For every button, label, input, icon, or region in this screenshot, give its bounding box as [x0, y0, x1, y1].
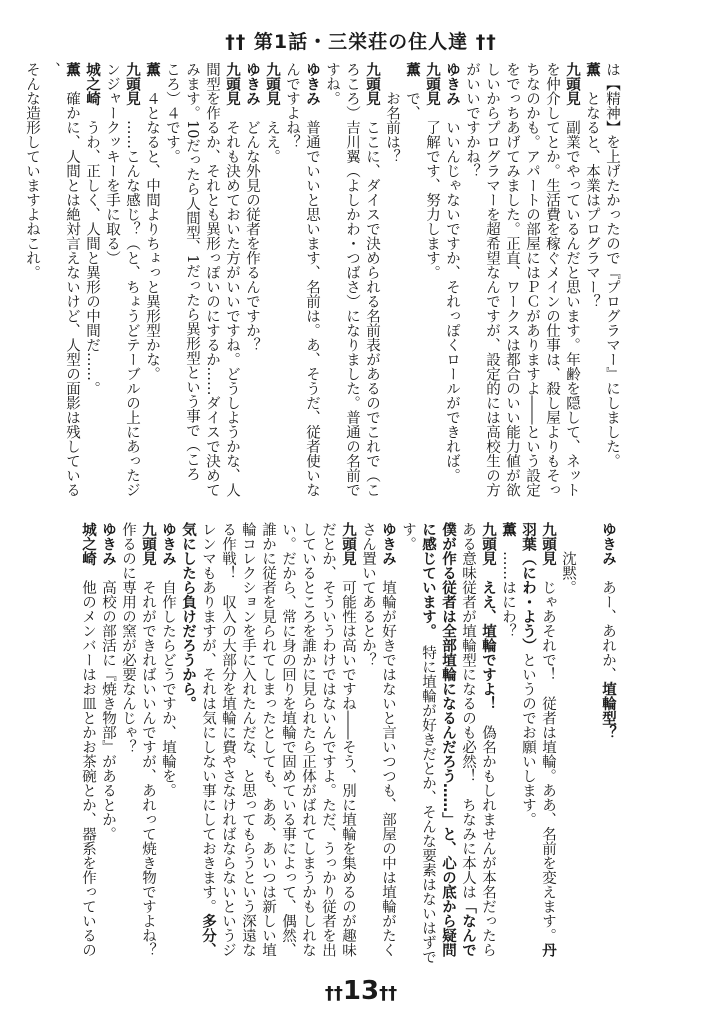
dialogue-text: 偽名かもしれませんが本名だったら [480, 710, 496, 957]
dialogue-text: い。だから、常に身の回りを埴輪で固めている事によって、偶然、 [280, 522, 296, 957]
dialogue-text: うわ、正しく、人間と異形の中間だ……。 [84, 105, 100, 396]
text-column [42, 62, 82, 507]
text-column [238, 522, 258, 967]
dialogue-text: で、 [404, 76, 420, 120]
text-column [582, 62, 602, 507]
text-column [362, 62, 382, 507]
text-column [142, 62, 162, 507]
speaker-name: ゆきみ [160, 522, 176, 566]
dialogue-text [580, 522, 596, 537]
dialogue-text: みます。10だったら人間型、1だったら異形型という事で（ころ [184, 62, 200, 482]
text-column [498, 522, 518, 967]
speaker-name: 九頭見 [340, 522, 356, 566]
dialogue-text: 沈黙。 [560, 522, 576, 595]
text-column [258, 522, 278, 967]
text-column [158, 522, 178, 967]
dialogue-text: ……はにわ？ [500, 536, 516, 638]
text-column [478, 522, 498, 967]
dialogue-text: ちなのかも。アパートの部屋にはＰＣがありますよ――という設定 [524, 62, 540, 497]
text-column [282, 62, 302, 507]
text-column [22, 62, 42, 507]
text-column [138, 522, 158, 967]
text-column [438, 522, 458, 967]
speaker-name: 九頭見 [564, 62, 580, 106]
text-column [178, 522, 198, 967]
text-column [322, 62, 342, 507]
text-column [218, 522, 238, 967]
text-column [122, 62, 142, 507]
text-column [502, 62, 522, 507]
dialogue-text: しいからプログラマーを超希望なんですが、設定的には高校生の方 [484, 62, 500, 497]
dialogue-text: しているところを誰かに見られたら正体がばれてしまうかもしれな [300, 522, 316, 957]
dialogue-text: ろころ）吉川翼（よしかわ・つばさ）になりました。普通の名前で [344, 62, 360, 497]
speaker-name: 城之崎 [80, 522, 96, 566]
dialogue-text: んですよね？ [284, 62, 300, 149]
speaker-name: 九頭見 [540, 522, 556, 566]
emphasized-text: 埴輪型？ [600, 681, 616, 740]
speaker-name: 薫 [64, 62, 80, 77]
dialogue-text: となると、本業はプログラマー？ [584, 76, 600, 309]
dialogue-text [480, 566, 496, 581]
dialogue-text: すね。 [324, 62, 340, 106]
dialogue-text: ンジャークッキーを手に取る） [104, 62, 120, 265]
speaker-name: 九頭見 [140, 522, 156, 566]
dialogue-text: お名前は？ [384, 62, 400, 164]
dialogue-text: というのでお願いします。 [520, 652, 536, 827]
text-column [602, 62, 622, 507]
speaker-name: 薫 [584, 62, 600, 77]
speaker-name: 九頭見 [224, 62, 240, 106]
text-column [598, 522, 618, 967]
speaker-name: ゆきみ [244, 62, 260, 106]
dialogue-text: そんな造形していますよねこれ。 [24, 62, 40, 280]
dialogue-text: ええ。 [264, 105, 280, 164]
text-column [318, 522, 338, 967]
dialogue-text: ４となると、中間よりちょっと異形型かな。 [144, 76, 160, 381]
speaker-name: 薫 [500, 522, 516, 537]
emphasized-text: 丹 [540, 942, 556, 957]
text-column [518, 522, 538, 967]
emphasized-text: 気にしたら負けだろうから。 [180, 522, 196, 711]
dialogue-text: 了解です、努力します。 [424, 105, 440, 280]
text-column [78, 522, 98, 967]
dialogue-text: 埴輪が好きではないと言いつつも、部屋の中は埴輪がたく [380, 565, 396, 957]
dialogue-text: は【精神】を上げたかったので『プログラマー』にしました。 [604, 62, 620, 468]
text-column [562, 62, 582, 507]
text-column [278, 522, 298, 967]
text-column [462, 62, 482, 507]
dialogue-text: ここに、ダイスで決められる名前表があるのでこれで（こ [364, 105, 380, 497]
text-column [458, 522, 478, 967]
dialogue-text: ころ）４です。 [164, 62, 180, 164]
text-column [542, 62, 562, 507]
dialogue-text: 他のメンバーはお皿とかお茶碗とか、器系を作っているの [80, 565, 96, 957]
dialogue-text: 輪コレクションを手に入れたんだな、と思ってもらうという深遠な [240, 522, 256, 957]
text-column [302, 62, 322, 507]
text-column [482, 62, 502, 507]
dialogue-text: いいんじゃないですか、それっぽくロールができれば。 [444, 105, 460, 483]
text-column [182, 62, 202, 507]
speaker-name: 薫 [144, 62, 160, 77]
dialogue-text: 高校の部活に『焼き物部』があるとか。 [100, 565, 116, 841]
upper-text-block [22, 62, 622, 507]
dialogue-text: 確かに、人間とは絶対言えないけど、人型の面影は残している、 [44, 62, 80, 497]
dialogue-text: さん置いてあるとか？ [360, 522, 376, 667]
dialogue-text: る作戦！ 収入の大部分を埴輪に費やさなければならないというジ [220, 522, 236, 957]
text-column [242, 62, 262, 507]
speaker-name: ゆきみ [304, 62, 320, 106]
emphasized-text: 羽葉（にわ・よう） [520, 522, 536, 653]
dialogue-text: 普通でいいと思います、名前は。あ、そうだ、従者使いな [304, 105, 320, 497]
speaker-name: ゆきみ [380, 522, 396, 566]
text-column [338, 522, 358, 967]
speaker-name: 九頭見 [480, 522, 496, 566]
speaker-name: 九頭見 [364, 62, 380, 106]
emphasized-text: 僕が作る従者は全部埴輪になるんだろう……」と、心の底から疑問 [440, 522, 456, 957]
chapter-title: †† 第1話・三栄荘の住人達 †† [225, 31, 497, 53]
text-column [442, 62, 462, 507]
footer-ornament-right: †† [379, 983, 398, 1004]
speaker-name: 城之崎 [84, 62, 100, 106]
speaker-name: ゆきみ [100, 522, 116, 566]
dialogue-text: 誰かに従者を見られてしまったとしても、ああ、あいつは新しい埴 [260, 522, 276, 957]
speaker-name: 九頭見 [424, 62, 440, 106]
text-column [538, 522, 558, 967]
text-column [402, 62, 422, 507]
text-column [378, 522, 398, 967]
text-column [98, 522, 118, 967]
text-column [578, 522, 598, 967]
text-column [358, 522, 378, 967]
text-column [382, 62, 402, 507]
emphasized-text: ええ、埴輪ですよ！ [480, 580, 496, 711]
dialogue-text: じゃあそれで！ 従者は埴輪。ああ、名前を変えます。 [540, 565, 556, 943]
dialogue-text: レンマもありますが、それは気にしない事にしておきます。 [200, 522, 216, 914]
dialogue-text: それができればいいんですが、あれって焼き物ですよね？ [140, 565, 156, 957]
text-column [102, 62, 122, 507]
text-column [298, 522, 318, 967]
dialogue-text: 可能性は高いですね――そう、別に埴輪を集めるのが趣味 [340, 565, 356, 957]
text-column [558, 522, 578, 967]
text-column [342, 62, 362, 507]
speaker-name: ゆきみ [444, 62, 460, 106]
text-column [162, 62, 182, 507]
dialogue-text: を仲介してとか。生活費を稼ぐメインの仕事は、殺し屋よりもそっ [544, 62, 560, 497]
dialogue-text: だとか、そういうわけではないんですよ。ただ、うっかり従者を出 [320, 522, 336, 957]
page-number-footer [0, 976, 722, 1009]
speaker-name: ゆきみ [600, 522, 616, 566]
speaker-name: 九頭見 [124, 62, 140, 106]
emphasized-text: 「なんで [460, 899, 476, 957]
speaker-name: 九頭見 [264, 62, 280, 106]
emphasized-text: 多分、 [200, 913, 216, 957]
dialogue-text: 間型を作るか、それとも異形っぽいのにするか……ダイスで決めて [204, 62, 220, 497]
emphasized-text: に感じています。 [420, 522, 436, 631]
speaker-name: 薫 [404, 62, 420, 77]
text-column [398, 522, 418, 967]
text-column [82, 62, 102, 507]
dialogue-text: がいいですかね？ [464, 62, 480, 178]
text-column [118, 522, 138, 967]
text-column [202, 62, 222, 507]
text-column [198, 522, 218, 967]
dialogue-text: それも決めておいた方がいいですね。どうしようかな、人 [224, 105, 240, 497]
footer-ornament-left: †† [324, 983, 343, 1004]
text-column [222, 62, 242, 507]
page-number: 13 [342, 976, 380, 1006]
dialogue-text: をでっちあげてみました。正直、ワークスは都合のいい能力値が欲 [504, 62, 520, 497]
dialogue-text: 特に埴輪が好きだとか、そんな要素はないはずで [420, 630, 436, 965]
text-column [418, 522, 438, 967]
dialogue-text: どんな外見の従者を作るんですか？ [244, 105, 260, 352]
text-column [422, 62, 442, 507]
dialogue-text: ……こんな感じ？（と、ちょうどテーブルの上にあったジ [124, 105, 140, 497]
dialogue-text: 副業でやっているんだと思います。年齢を隠して、ネット [564, 105, 580, 497]
text-column [262, 62, 282, 507]
dialogue-text: 作るのに専用の窯が必要なんじゃ？ [120, 522, 136, 754]
text-column [522, 62, 542, 507]
dialogue-text: あー、あれか、 [600, 565, 616, 682]
dialogue-text: す。 [400, 522, 416, 551]
dialogue-text: 自作したらどうですか、埴輪を。 [160, 565, 176, 798]
lower-text-block [78, 522, 618, 967]
dialogue-text: ある意味従者が埴輪型になるのも必然！ ちなみに本人は [460, 522, 476, 899]
